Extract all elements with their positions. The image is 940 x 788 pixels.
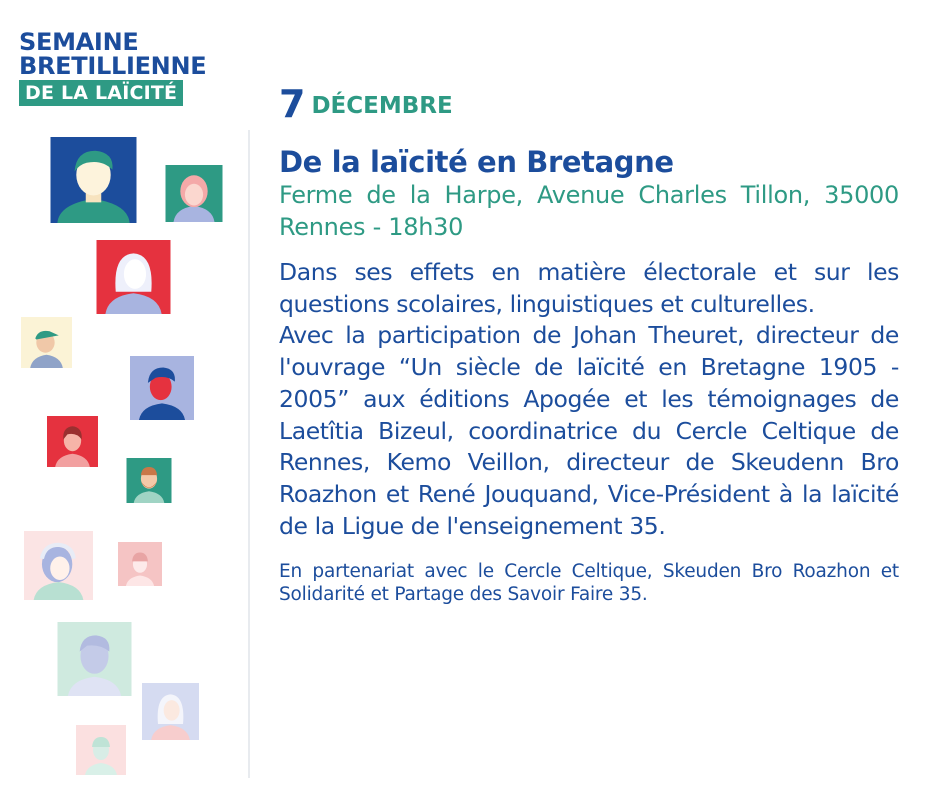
event-date bbox=[279, 84, 453, 124]
logo-line-2: BRETILLIENNE bbox=[19, 52, 207, 80]
avatar-faded-man-icon bbox=[57, 622, 132, 696]
event-content bbox=[279, 145, 899, 606]
avatar-woman-coral-icon bbox=[47, 415, 98, 468]
avatar-woman-red-icon bbox=[96, 240, 171, 314]
avatar-faded-woman-icon bbox=[142, 682, 199, 741]
event-description-1: Dans ses effets en matière électorale et sur les questions scolaires, linguistiques et culturelles. bbox=[279, 258, 899, 318]
avatar-headband-woman-icon bbox=[23, 531, 94, 600]
event-title: De la laïcité en Bretagne bbox=[279, 145, 674, 179]
avatar-bearded-man-icon bbox=[126, 458, 172, 503]
logo-line-1: SEMAINE bbox=[19, 28, 139, 56]
logo-line-3: DE LA LAÏCITÉ bbox=[19, 80, 183, 106]
event-logo bbox=[19, 30, 206, 106]
event-partners: En partenariat avec le Cercle Celtique, Skeuden Bro Roazhon et Solidarité et Partage des Savoir Faire 35. bbox=[279, 561, 899, 606]
vertical-divider bbox=[248, 130, 250, 778]
date-month: DÉCEMBRE bbox=[311, 93, 453, 119]
avatar-faded-pink-icon bbox=[76, 725, 126, 775]
avatar-pink-icon bbox=[117, 542, 163, 586]
avatar-man-blue-icon bbox=[49, 137, 138, 223]
avatar-woman-green-icon bbox=[165, 165, 223, 222]
date-day: 7 bbox=[279, 82, 306, 126]
avatar-cap-man-icon bbox=[21, 317, 72, 368]
avatar-man-lilac-icon bbox=[130, 356, 194, 420]
event-venue: Ferme de la Harpe, Avenue Charles Tillon, 35000 Rennes - 18h30 bbox=[279, 181, 899, 241]
event-description-2: Avec la participation de Johan Theuret, directeur de l'ouvrage “Un siècle de laïcité en Bretagne 1905 - 2005” aux éditions Apogée et les témoignages de Laetîtia Bizeul, coordinatrice du Cercle Celtique de Rennes, Kemo Veillon, directeur de Skeudenn Bro Roazhon et René Jouquand, Vice-Président à la laïcité de la Ligue de l'enseignement 35. bbox=[279, 321, 899, 540]
